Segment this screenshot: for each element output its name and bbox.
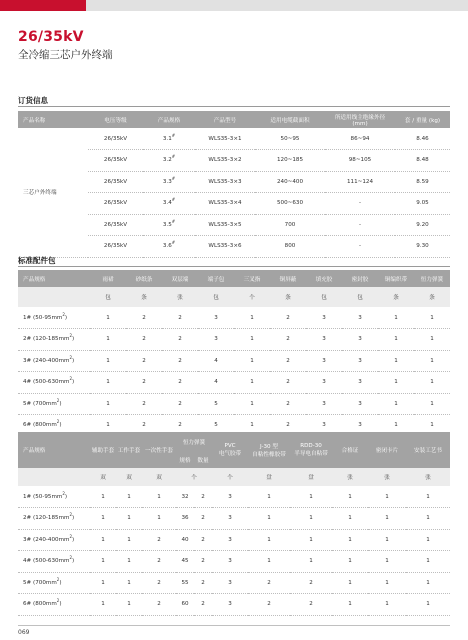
accessory-value-cell: 1	[234, 393, 270, 415]
accessory2-value-cell: 40	[176, 529, 194, 551]
accessory2-value-cell: 1	[90, 486, 116, 508]
accessory-value-cell: 1	[378, 350, 414, 372]
accessory-value-cell: 1	[378, 307, 414, 329]
accessory-value-cell: 2	[162, 372, 198, 394]
unit2-cell-2: 双	[116, 468, 142, 486]
accessory2-value-cell: 1	[290, 508, 332, 530]
accessory-value-cell: 3	[342, 350, 378, 372]
accessory2-value-cell: 1	[406, 508, 450, 530]
accessories-table-2	[18, 432, 450, 616]
accessory-col-header-2: 砂纸条	[126, 270, 162, 287]
unit2-cell-9: 张	[368, 468, 406, 486]
spec-mark: #	[171, 197, 176, 203]
model-cell: WLS35-3×6	[195, 236, 255, 258]
section-cell: 800	[255, 236, 325, 258]
diameter-cell: 86~94	[325, 128, 395, 150]
accessory-value-cell: 3	[198, 307, 234, 329]
section-cell: 120~185	[255, 150, 325, 172]
accessory2-value-cell: 2	[248, 572, 290, 594]
section-cell: 700	[255, 214, 325, 236]
accessory2-value-cell: 1	[116, 508, 142, 530]
accessory-value-cell: 3	[306, 307, 342, 329]
model-cell: WLS35-3×3	[195, 171, 255, 193]
superscript-2: 2	[69, 555, 73, 561]
accessory-row	[18, 350, 450, 372]
accessory2-row	[18, 551, 450, 573]
unit-cell-8: 包	[342, 287, 378, 307]
unit-cell-2: 条	[126, 287, 162, 307]
accessory-value-cell: 1	[378, 393, 414, 415]
accessory-spec-cell: 4# $(500-630mm^2)$	[18, 372, 90, 394]
accessory2-value-cell: 1	[406, 572, 450, 594]
spec-cell: 3.1#	[143, 128, 195, 150]
spec-cell: 3.6#	[143, 236, 195, 258]
voltage-cell: 26/35kV	[88, 236, 143, 258]
accessory2-col-header-9: 密闭卡片	[368, 432, 406, 468]
accessory-value-cell: 1	[414, 350, 450, 372]
accessory2-value-cell: 55	[176, 572, 194, 594]
accessory-value-cell: 1	[234, 415, 270, 437]
accessory2-value-cell: 2	[194, 486, 212, 508]
unit2-cell-6: 盘	[248, 468, 290, 486]
accessory2-value-cell: 1	[290, 486, 332, 508]
accessory-value-cell: 1	[378, 415, 414, 437]
accessory2-value-cell: 1	[332, 529, 368, 551]
accessory-value-cell: 1	[414, 415, 450, 437]
accessory-value-cell: 2	[126, 329, 162, 351]
accessory-value-cell: 1	[90, 393, 126, 415]
unit-row-2	[18, 468, 450, 486]
accessory2-col-header-6: J-30 型 自粘性橡胶带	[248, 432, 290, 468]
accessory-value-cell: 2	[126, 393, 162, 415]
superscript-2: 2	[56, 397, 60, 403]
accessory-value-cell: 3	[342, 329, 378, 351]
unit-cell-9: 条	[378, 287, 414, 307]
product-name-cell: 三芯户外终端	[18, 128, 88, 257]
superscript-2: 2	[56, 576, 60, 582]
accessory2-value-cell: 1	[406, 594, 450, 616]
accessory-row	[18, 307, 450, 329]
accessory2-value-cell: 1	[290, 551, 332, 573]
spec-cell: 3.2#	[143, 150, 195, 172]
accessory-value-cell: 2	[270, 350, 306, 372]
accessory2-value-cell: 2	[142, 529, 176, 551]
accessory2-value-cell: 1	[116, 529, 142, 551]
accessory2-value-cell: 1	[90, 529, 116, 551]
order-col-header-0: 产品名称	[18, 111, 88, 128]
accessory2-value-cell: 60	[176, 594, 194, 616]
accessory2-value-cell: 1	[290, 529, 332, 551]
accessory2-value-cell: 1	[248, 486, 290, 508]
accessory-value-cell: 2	[126, 372, 162, 394]
accessory2-spec-cell: 5# $(700mm^2)$	[18, 572, 90, 594]
accessory-value-cell: 2	[126, 307, 162, 329]
unit2-cell-3: 双	[142, 468, 176, 486]
spec-mark: #	[171, 175, 176, 181]
accessory-value-cell: 3	[342, 415, 378, 437]
unit2-cell-1: 双	[90, 468, 116, 486]
accessory-value-cell: 1	[378, 329, 414, 351]
accessory2-spec-cell: 1# $(50-95mm^2)$	[18, 486, 90, 508]
accessory2-value-cell: 1	[248, 551, 290, 573]
voltage-cell: 26/35kV	[88, 214, 143, 236]
accessory2-value-cell: 1	[142, 508, 176, 530]
order-table	[18, 111, 450, 258]
top-bar-accent	[0, 0, 86, 11]
accessory2-value-cell: 1	[406, 529, 450, 551]
spec-mark: #	[171, 218, 176, 224]
model-cell: WLS35-3×4	[195, 193, 255, 215]
accessory2-value-cell: 1	[368, 529, 406, 551]
spring-sub-header-1: 数量	[194, 451, 212, 468]
order-col-header-5: 所适用线主绝缘外径 (mm)	[325, 111, 395, 128]
accessory2-spec-cell: 2# $(120-185mm^2)$	[18, 508, 90, 530]
accessory-value-cell: 2	[162, 350, 198, 372]
superscript-2: 2	[69, 533, 73, 539]
accessory-value-cell: 3	[342, 307, 378, 329]
accessory2-row	[18, 486, 450, 508]
accessory-value-cell: 1	[90, 372, 126, 394]
voltage-cell: 26/35kV	[88, 171, 143, 193]
accessories-table	[18, 270, 450, 437]
accessory2-value-cell: 1	[368, 508, 406, 530]
accessory2-value-cell: 2	[142, 594, 176, 616]
accessory2-value-cell: 1	[90, 594, 116, 616]
accessory2-spec-cell: 6# $(800mm^2)$	[18, 594, 90, 616]
accessory2-value-cell: 1	[116, 572, 142, 594]
unit-cell-3: 张	[162, 287, 198, 307]
unit-cell-10: 条	[414, 287, 450, 307]
section-cell: 240~400	[255, 171, 325, 193]
accessory-value-cell: 2	[270, 415, 306, 437]
accessory2-col-header-5: PVC 电气胶带	[212, 432, 248, 468]
order-section-divider	[18, 106, 450, 107]
accessory-value-cell: 1	[90, 415, 126, 437]
accessory2-row	[18, 594, 450, 616]
accessory-row	[18, 372, 450, 394]
accessory-spec-cell: 5# $(700mm^2)$	[18, 393, 90, 415]
accessory-value-cell: 1	[234, 307, 270, 329]
accessory2-row	[18, 529, 450, 551]
spec-mark: #	[171, 240, 176, 246]
model-cell: WLS35-3×5	[195, 214, 255, 236]
accessory-col-header-10: 恒力弹簧	[414, 270, 450, 287]
section-cell: 50~95	[255, 128, 325, 150]
accessory-value-cell: 2	[162, 393, 198, 415]
accessories-section-divider	[18, 266, 450, 267]
accessory-value-cell: 3	[198, 329, 234, 351]
accessory2-value-cell: 1	[116, 594, 142, 616]
accessory2-col-header-1: 辅助手套	[90, 432, 116, 468]
accessory2-col-header-10: 安装工艺书	[406, 432, 450, 468]
accessory2-value-cell: 3	[212, 508, 248, 530]
diameter-cell: -	[325, 236, 395, 258]
page-subtitle: 全冷缩三芯户外终端	[18, 49, 113, 61]
accessory2-value-cell: 1	[332, 486, 368, 508]
accessory-row	[18, 329, 450, 351]
accessory-value-cell: 5	[198, 393, 234, 415]
accessory-value-cell: 2	[270, 372, 306, 394]
unit-cell-4: 包	[198, 287, 234, 307]
superscript-2: 2	[69, 354, 73, 360]
accessory-value-cell: 1	[414, 372, 450, 394]
model-cell: WLS35-3×2	[195, 150, 255, 172]
accessory-spec-cell: 1# $(50-95mm^2)$	[18, 307, 90, 329]
accessory-value-cell: 1	[234, 372, 270, 394]
order-col-header-6: 套 / 重量 (kg)	[395, 111, 450, 128]
diameter-cell: 111~124	[325, 171, 395, 193]
accessory-value-cell: 3	[342, 372, 378, 394]
accessory2-value-cell: 1	[116, 486, 142, 508]
accessory-value-cell: 3	[306, 350, 342, 372]
accessory2-col-header-3: 一次性手套	[142, 432, 176, 468]
accessory2-col-header-8: 合格证	[332, 432, 368, 468]
accessory2-value-cell: 1	[406, 486, 450, 508]
accessory2-value-cell: 32	[176, 486, 194, 508]
accessory2-value-cell: 1	[142, 486, 176, 508]
accessory-col-header-4: 端子包	[198, 270, 234, 287]
accessory-value-cell: 1	[234, 329, 270, 351]
spring-sub-header-0: 规格	[176, 451, 194, 468]
accessory2-value-cell: 1	[368, 594, 406, 616]
page-title: 26/35kV	[18, 29, 84, 45]
accessory2-value-cell: 2	[290, 594, 332, 616]
unit2-cell-5: 个	[212, 468, 248, 486]
accessory-spec-cell: 2# $(120-185mm^2)$	[18, 329, 90, 351]
voltage-cell: 26/35kV	[88, 150, 143, 172]
accessory2-value-cell: 1	[248, 508, 290, 530]
spec-mark: #	[171, 132, 176, 138]
accessory-value-cell: 1	[234, 350, 270, 372]
superscript-2: 2	[69, 376, 73, 382]
spec-mark: #	[171, 154, 176, 160]
accessory2-value-cell: 1	[116, 551, 142, 573]
accessory2-value-cell: 3	[212, 551, 248, 573]
accessory-value-cell: 2	[126, 350, 162, 372]
accessory2-col-header-0: 产品规格	[18, 432, 90, 468]
accessory-value-cell: 3	[306, 329, 342, 351]
accessory2-value-cell: 1	[90, 508, 116, 530]
diameter-cell: -	[325, 214, 395, 236]
accessory2-spec-cell: 4# $(500-630mm^2)$	[18, 551, 90, 573]
accessory-value-cell: 3	[306, 372, 342, 394]
superscript-2: 2	[69, 333, 73, 339]
accessory2-value-cell: 1	[406, 551, 450, 573]
accessory-value-cell: 2	[270, 329, 306, 351]
order-col-header-3: 产品型号	[195, 111, 255, 128]
unit-row	[18, 287, 450, 307]
accessory-col-header-1: 雨裙	[90, 270, 126, 287]
unit-cell-5: 个	[234, 287, 270, 307]
model-cell: WLS35-3×1	[195, 128, 255, 150]
unit2-cell-10: 张	[406, 468, 450, 486]
accessory-spec-cell: 3# $(240-400mm^2)$	[18, 350, 90, 372]
superscript-2: 2	[62, 311, 65, 317]
spec-cell: 3.3#	[143, 171, 195, 193]
top-bar	[0, 0, 468, 11]
accessory2-value-cell: 45	[176, 551, 194, 573]
unit2-cell-0	[18, 468, 90, 486]
diameter-cell: -	[325, 193, 395, 215]
order-col-header-1: 电压等级	[88, 111, 143, 128]
accessories-section-title: 标准配件包	[18, 256, 56, 265]
spec-cell: 3.5#	[143, 214, 195, 236]
accessory2-col-header-2: 工作手套	[116, 432, 142, 468]
weight-cell: 8.46	[395, 128, 450, 150]
accessory-value-cell: 1	[90, 350, 126, 372]
accessory2-value-cell: 1	[332, 551, 368, 573]
accessory-value-cell: 2	[270, 393, 306, 415]
accessory2-value-cell: 2	[290, 572, 332, 594]
superscript-2: 2	[56, 419, 60, 425]
accessory-row	[18, 393, 450, 415]
accessory2-row	[18, 508, 450, 530]
accessory-value-cell: 4	[198, 372, 234, 394]
order-row	[18, 128, 450, 150]
order-col-header-4: 适用电缆截面积	[255, 111, 325, 128]
accessory2-value-cell: 1	[332, 594, 368, 616]
accessory2-spec-cell: 3# $(240-400mm^2)$	[18, 529, 90, 551]
accessory2-col-header-7: RDD-30 半导电自粘带	[290, 432, 332, 468]
accessory-value-cell: 1	[90, 307, 126, 329]
accessory-value-cell: 1	[414, 307, 450, 329]
accessory2-value-cell: 2	[142, 572, 176, 594]
accessory2-row	[18, 572, 450, 594]
accessory-col-header-8: 密封胶	[342, 270, 378, 287]
accessory-col-header-5: 三叉指	[234, 270, 270, 287]
accessory2-value-cell: 1	[332, 572, 368, 594]
order-col-header-2: 产品规格	[143, 111, 195, 128]
accessory2-value-cell: 1	[368, 551, 406, 573]
accessory2-value-cell: 2	[194, 529, 212, 551]
accessory2-value-cell: 3	[212, 486, 248, 508]
accessory2-value-cell: 3	[212, 594, 248, 616]
accessory2-value-cell: 36	[176, 508, 194, 530]
voltage-cell: 26/35kV	[88, 128, 143, 150]
section-cell: 500~630	[255, 193, 325, 215]
accessory2-value-cell: 2	[194, 594, 212, 616]
unit-cell-7: 包	[306, 287, 342, 307]
accessory2-value-cell: 1	[332, 508, 368, 530]
weight-cell: 9.30	[395, 236, 450, 258]
unit2-cell-8: 张	[332, 468, 368, 486]
accessory-value-cell: 1	[378, 372, 414, 394]
accessory-value-cell: 2	[162, 415, 198, 437]
accessory2-value-cell: 1	[368, 486, 406, 508]
accessory-value-cell: 2	[270, 307, 306, 329]
accessory-spec-cell: 6# $(800mm^2)$	[18, 415, 90, 437]
order-section-title: 订货信息	[18, 96, 48, 105]
voltage-cell: 26/35kV	[88, 193, 143, 215]
accessory-value-cell: 2	[162, 329, 198, 351]
accessory2-value-cell: 3	[212, 529, 248, 551]
unit2-cell-7: 盘	[290, 468, 332, 486]
spec-cell: 3.4#	[143, 193, 195, 215]
accessory-value-cell: 2	[162, 307, 198, 329]
accessory-value-cell: 1	[414, 393, 450, 415]
accessory-value-cell: 4	[198, 350, 234, 372]
accessory2-value-cell: 2	[142, 551, 176, 573]
unit2-cell-4: 个	[176, 468, 212, 486]
superscript-2: 2	[69, 512, 73, 518]
weight-cell: 8.59	[395, 171, 450, 193]
accessory-value-cell: 3	[306, 393, 342, 415]
unit-cell-0	[18, 287, 90, 307]
accessory2-value-cell: 2	[194, 508, 212, 530]
weight-cell: 9.20	[395, 214, 450, 236]
accessory2-value-cell: 1	[90, 551, 116, 573]
accessory2-value-cell: 2	[194, 551, 212, 573]
accessory-value-cell: 3	[342, 393, 378, 415]
accessory-col-header-9: 铜编织带	[378, 270, 414, 287]
accessory-value-cell: 5	[198, 415, 234, 437]
diameter-cell: 98~105	[325, 150, 395, 172]
unit-cell-1: 包	[90, 287, 126, 307]
accessory-col-header-0: 产品规格	[18, 270, 90, 287]
page-number: 069	[18, 629, 30, 636]
accessory2-value-cell: 1	[248, 529, 290, 551]
superscript-2: 2	[56, 598, 60, 604]
accessory-col-header-3: 双层端	[162, 270, 198, 287]
accessory2-value-cell: 1	[368, 572, 406, 594]
accessory-value-cell: 2	[126, 415, 162, 437]
superscript-2: 2	[62, 490, 65, 496]
accessory-value-cell: 3	[306, 415, 342, 437]
accessory-col-header-7: 填充胶	[306, 270, 342, 287]
unit-cell-6: 条	[270, 287, 306, 307]
accessory2-value-cell: 2	[248, 594, 290, 616]
accessory-col-header-6: 铜屏蔽	[270, 270, 306, 287]
footer-divider	[18, 625, 450, 626]
weight-cell: 9.05	[395, 193, 450, 215]
accessory-value-cell: 1	[90, 329, 126, 351]
accessory2-value-cell: 2	[194, 572, 212, 594]
accessory2-col-header-4: 恒力弹簧	[176, 432, 212, 451]
accessory2-value-cell: 1	[90, 572, 116, 594]
accessory-value-cell: 1	[414, 329, 450, 351]
accessory2-value-cell: 3	[212, 572, 248, 594]
weight-cell: 8.48	[395, 150, 450, 172]
